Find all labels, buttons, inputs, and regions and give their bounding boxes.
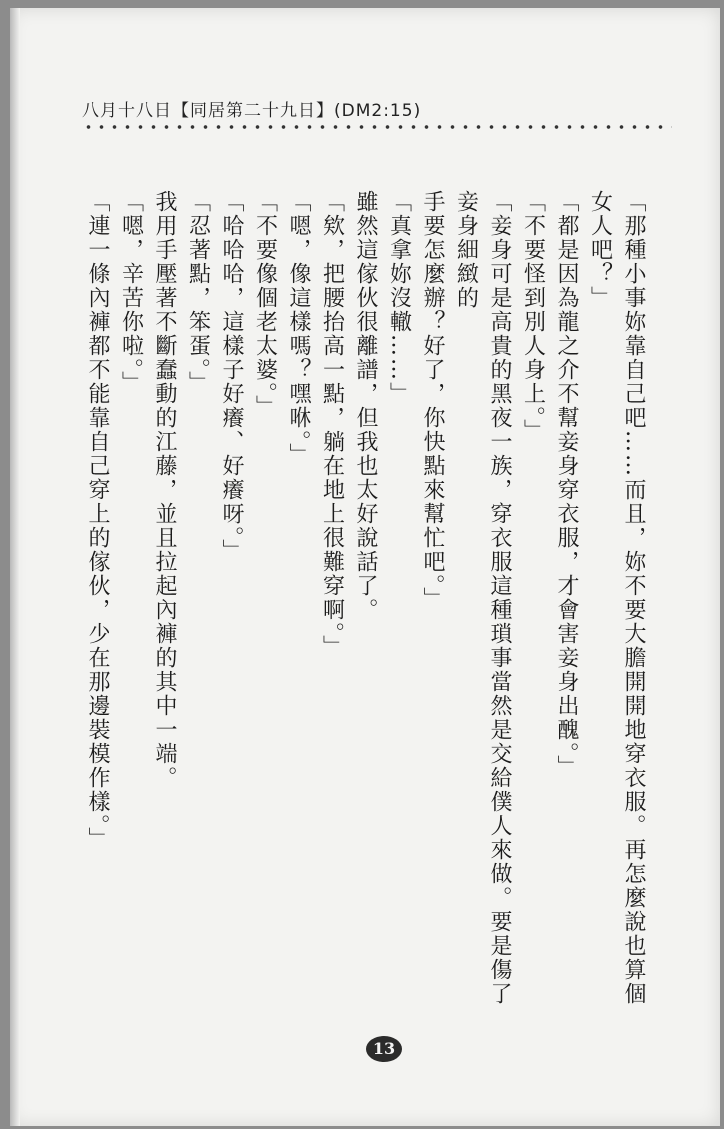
text-line: 「欸，把腰抬高一點，躺在地上很難穿啊。」 [319, 190, 345, 659]
dotted-divider [82, 124, 672, 130]
vertical-body-text [81, 190, 651, 1010]
text-line: 雖然這傢伙很離譜，但我也太好說話了。 [353, 190, 378, 622]
page-gutter-shadow [10, 8, 20, 1126]
text-line: 「哈哈哈，這樣子好癢、好癢呀。」 [219, 190, 244, 563]
text-line: 「妾身可是高貴的黑夜一族，穿衣服這種瑣事當然是交給僕人來做。要是傷了妾身細緻的 [453, 190, 512, 1006]
text-line: 「忍著點，笨蛋。」 [185, 190, 211, 395]
text-line: 「都是因為龍之介不幫妾身穿衣服，才會害妾身出醜。」 [554, 190, 579, 779]
text-line: 「嗯，像這樣嗎？嘿咻。」 [286, 190, 311, 467]
text-line: 「真拿妳沒轍……」 [386, 190, 412, 406]
text-line: 我用手壓著不斷蠢動的江藤，並且拉起內褲的其中一端。 [152, 190, 177, 790]
book-page [10, 8, 720, 1126]
page-number: 13 [366, 1036, 402, 1062]
text-line: 「不要怪到別人身上。」 [520, 190, 546, 443]
text-line: 手要怎麼辦？好了，你快點來幫忙吧。」 [420, 190, 445, 611]
chapter-header: 八月十八日【同居第二十九日】(DM2:15) [82, 101, 422, 121]
text-line: 「不要像個老太婆。」 [252, 190, 278, 419]
text-line: 「那種小事妳靠自己吧……而且，妳不要大膽開開地穿衣服。再怎麼說也算個女人吧？」 [587, 190, 646, 1006]
text-line: 「連一條內褲都不能靠自己穿上的傢伙，少在那邊裝模作樣。」 [85, 190, 110, 851]
text-line: 「嗯，辛苦你啦。」 [118, 190, 144, 395]
